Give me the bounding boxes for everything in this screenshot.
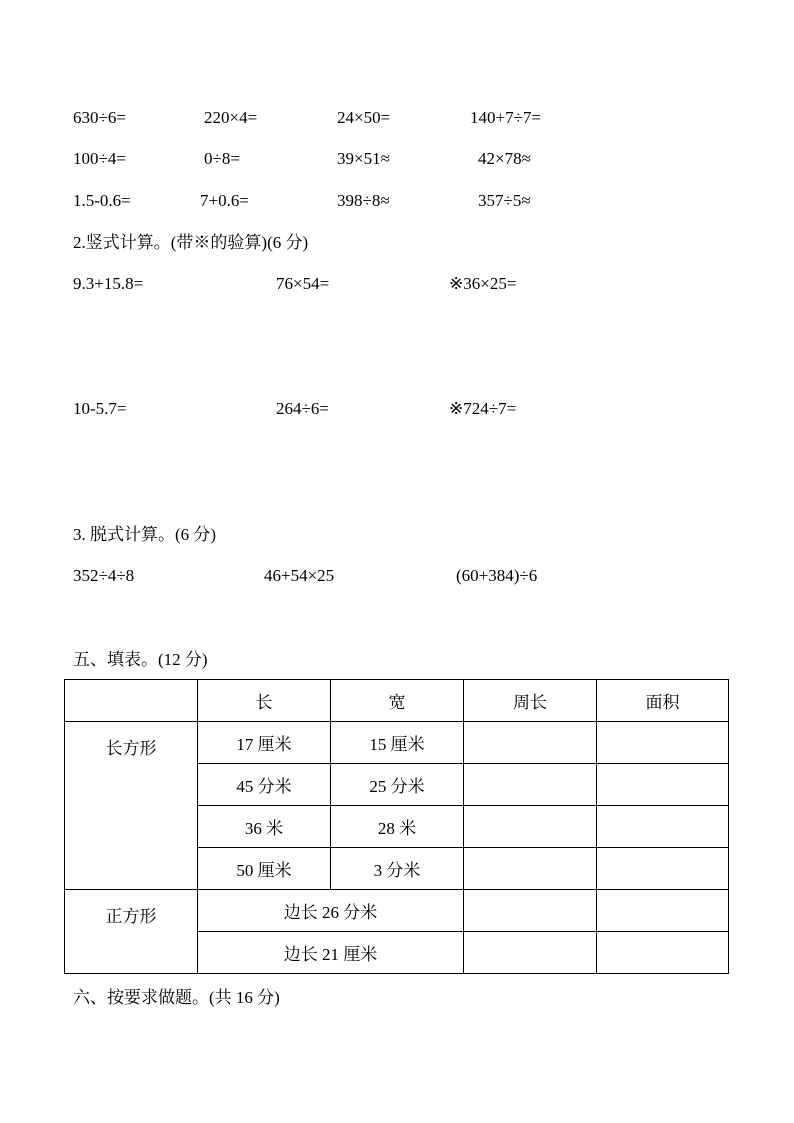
length-cell: 45 分米 xyxy=(198,764,331,806)
side-length-cell: 边长 21 厘米 xyxy=(198,932,464,974)
oral-problem: 398÷8≈ xyxy=(337,191,390,210)
section-heading-exercises: 六、按要求做题。(共 16 分) xyxy=(73,988,280,1007)
oral-problem: 1.5-0.6= xyxy=(73,191,131,210)
length-cell: 36 米 xyxy=(198,806,331,848)
width-cell: 28 米 xyxy=(331,806,464,848)
stepwise-problem: (60+384)÷6 xyxy=(456,566,538,585)
oral-problem: 42×78≈ xyxy=(478,149,531,168)
section-heading-vertical-calc: 2.竖式计算。(带※的验算)(6 分) xyxy=(73,233,309,252)
vertical-problem: ※36×25= xyxy=(449,274,517,293)
table-header-cell: 面积 xyxy=(597,680,729,722)
vertical-problem: ※724÷7= xyxy=(449,399,517,418)
oral-problem: 0÷8= xyxy=(204,149,240,168)
area-answer-cell[interactable] xyxy=(597,848,729,890)
section-heading-fill-table: 五、填表。(12 分) xyxy=(73,650,208,669)
table-header-cell: 宽 xyxy=(331,680,464,722)
area-answer-cell[interactable] xyxy=(597,722,729,764)
vertical-problem: 10-5.7= xyxy=(73,399,127,418)
section-heading-stepwise-calc: 3. 脱式计算。(6 分) xyxy=(73,525,217,544)
vertical-problem: 76×54= xyxy=(276,274,330,293)
oral-problem: 39×51≈ xyxy=(337,149,390,168)
table-header-cell: 周长 xyxy=(464,680,597,722)
stepwise-problem: 46+54×25 xyxy=(264,566,335,585)
table-row xyxy=(65,890,729,932)
fill-table xyxy=(64,679,729,974)
perimeter-answer-cell[interactable] xyxy=(464,848,597,890)
perimeter-answer-cell[interactable] xyxy=(464,932,597,974)
area-answer-cell[interactable] xyxy=(597,932,729,974)
rectangle-label: 长方形 xyxy=(65,722,198,890)
area-answer-cell[interactable] xyxy=(597,764,729,806)
perimeter-answer-cell[interactable] xyxy=(464,764,597,806)
table-row xyxy=(65,722,729,764)
perimeter-answer-cell[interactable] xyxy=(464,806,597,848)
vertical-problem: 9.3+15.8= xyxy=(73,274,144,293)
perimeter-answer-cell[interactable] xyxy=(464,890,597,932)
perimeter-answer-cell[interactable] xyxy=(464,722,597,764)
stepwise-problem: 352÷4÷8 xyxy=(73,566,135,585)
area-answer-cell[interactable] xyxy=(597,806,729,848)
square-label: 正方形 xyxy=(65,890,198,974)
oral-problem: 140+7÷7= xyxy=(470,108,542,127)
oral-problem: 100÷4= xyxy=(73,149,126,168)
table-header-cell xyxy=(65,680,198,722)
width-cell: 25 分米 xyxy=(331,764,464,806)
side-length-cell: 边长 26 分米 xyxy=(198,890,464,932)
length-cell: 17 厘米 xyxy=(198,722,331,764)
table-header-row xyxy=(65,680,729,722)
oral-problem: 24×50= xyxy=(337,108,391,127)
width-cell: 3 分米 xyxy=(331,848,464,890)
oral-problem: 357÷5≈ xyxy=(478,191,531,210)
length-cell: 50 厘米 xyxy=(198,848,331,890)
width-cell: 15 厘米 xyxy=(331,722,464,764)
area-answer-cell[interactable] xyxy=(597,890,729,932)
oral-problem: 7+0.6= xyxy=(200,191,249,210)
vertical-problem: 264÷6= xyxy=(276,399,329,418)
table-header-cell: 长 xyxy=(198,680,331,722)
oral-problem: 630÷6= xyxy=(73,108,126,127)
oral-problem: 220×4= xyxy=(204,108,258,127)
